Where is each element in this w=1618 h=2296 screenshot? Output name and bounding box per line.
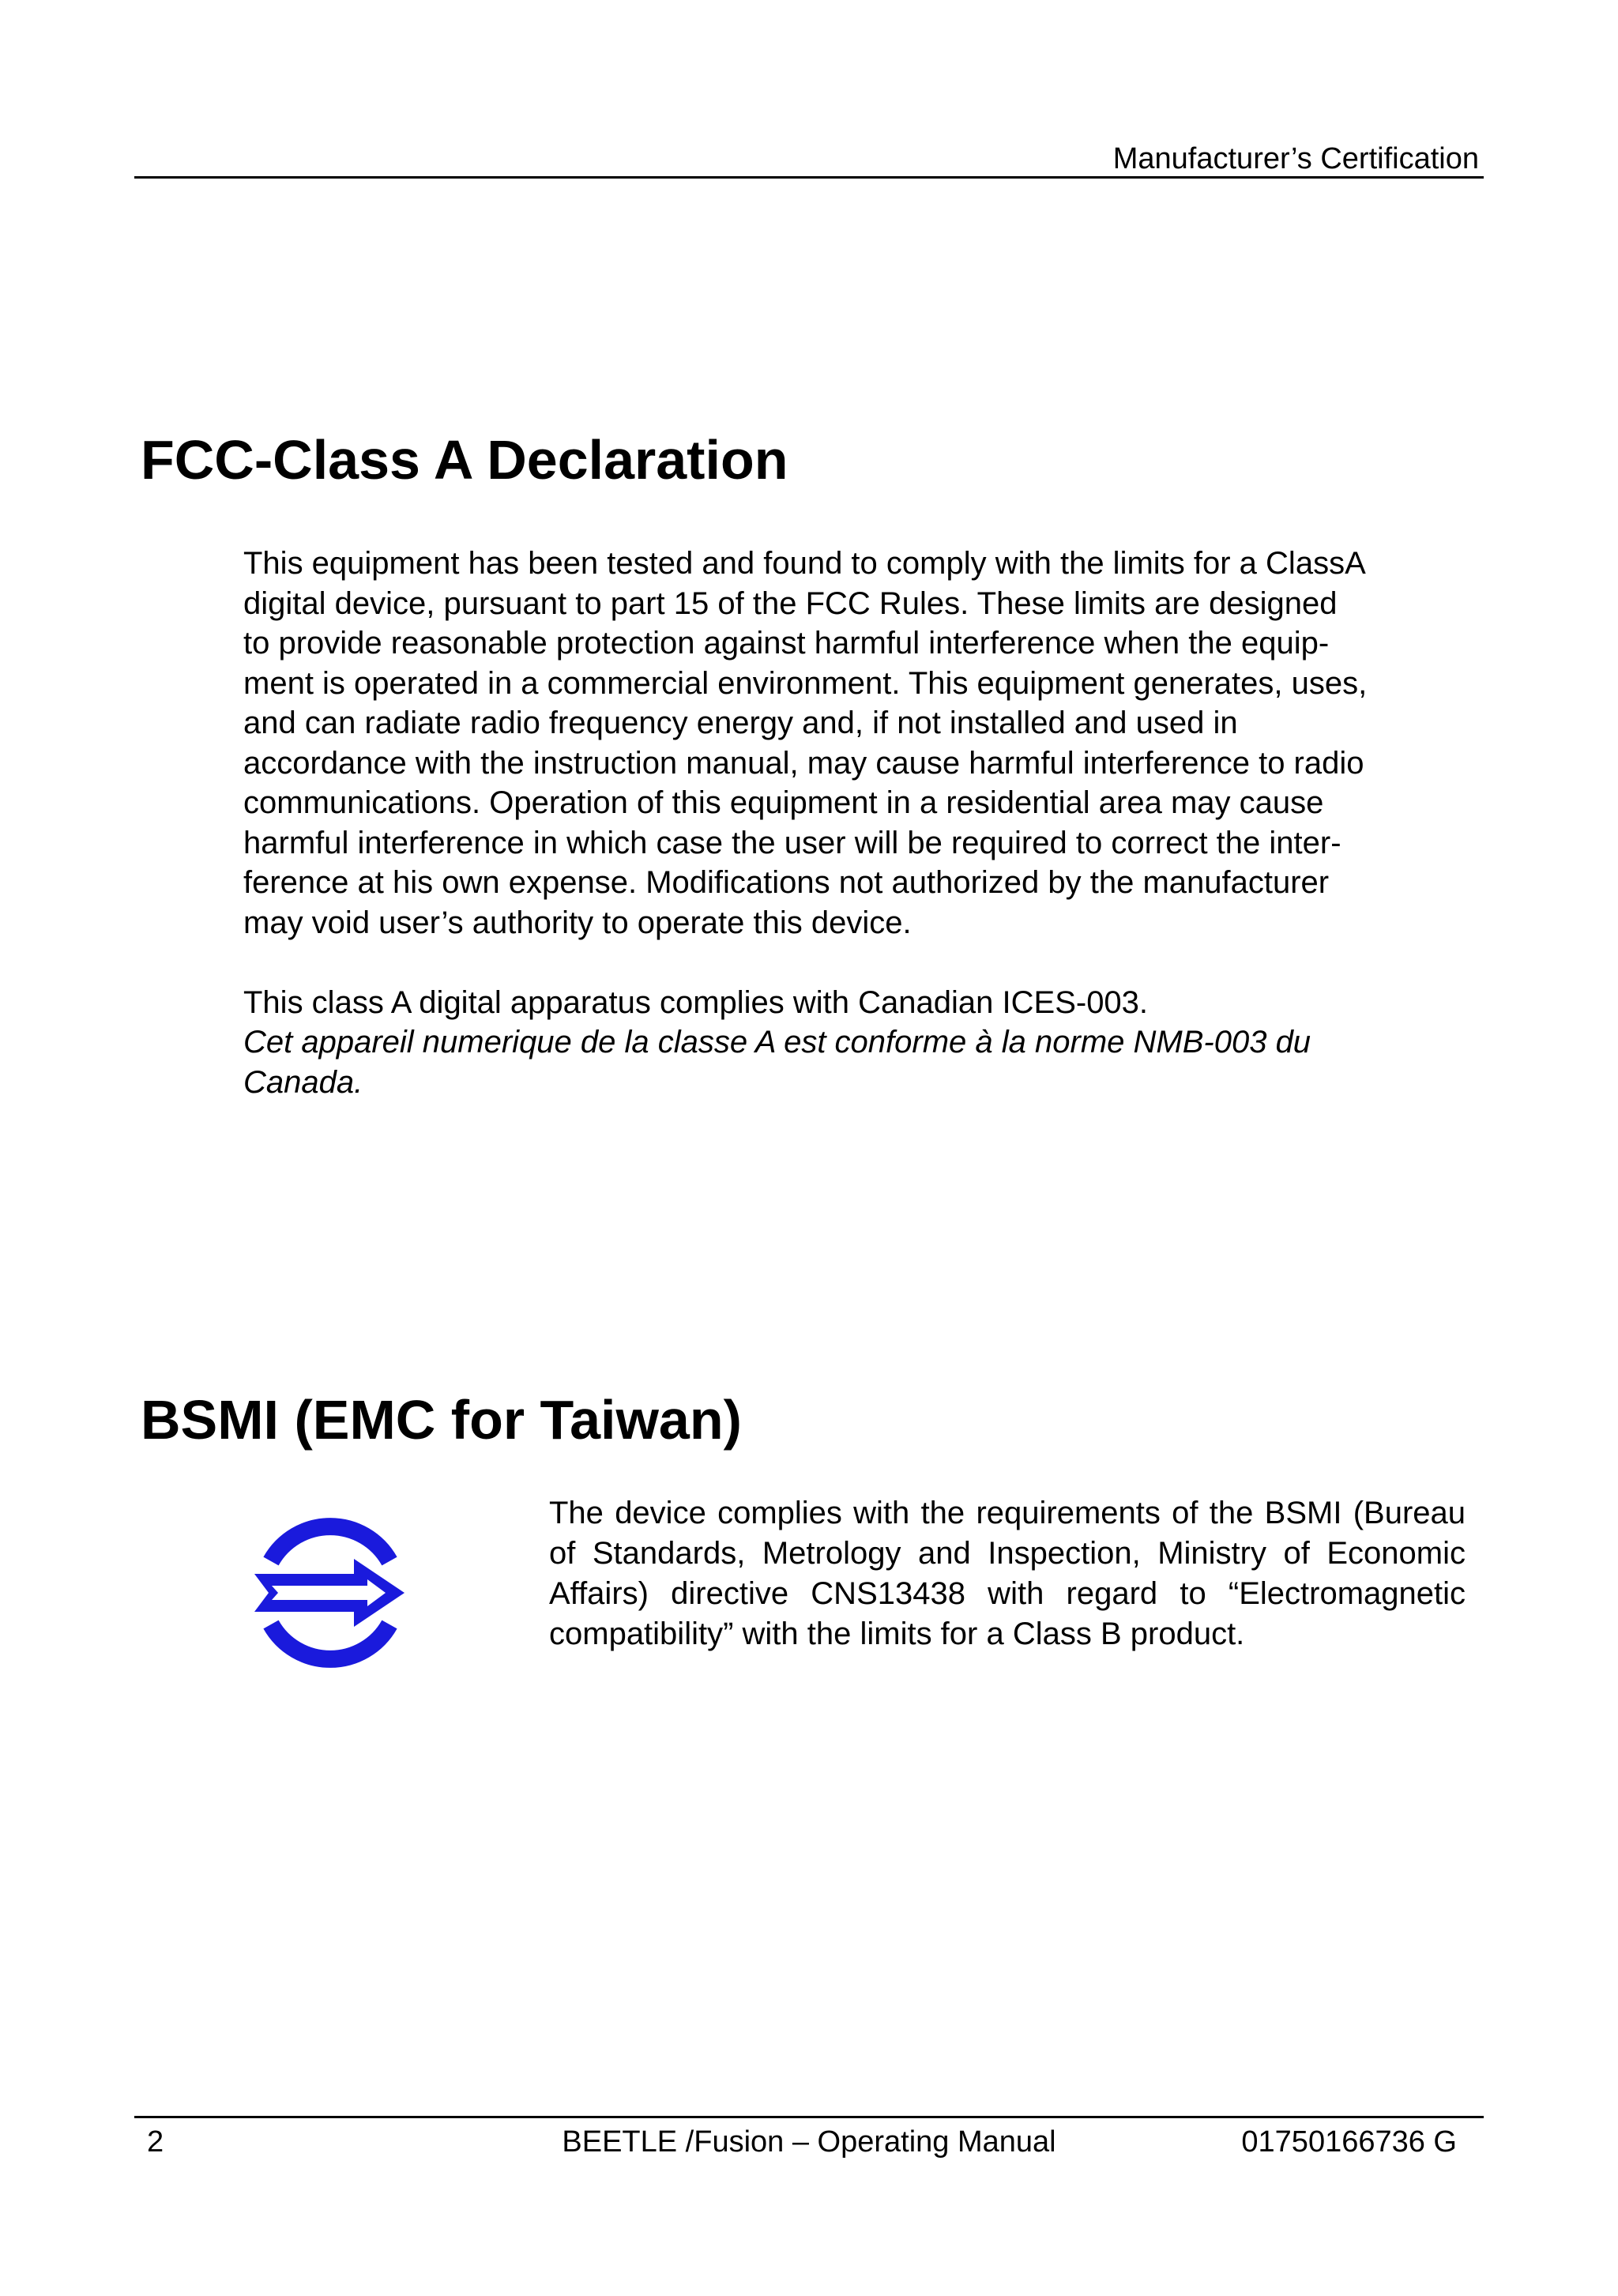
bsmi-logo-icon: [251, 1514, 409, 1672]
fcc-body-line: communications. Operation of this equipment in a residential area may cause: [243, 785, 1324, 820]
running-header: [134, 139, 1484, 179]
canada-statement: This class A digital apparatus complies with Canadian ICES-003.: [243, 984, 1149, 1020]
fcc-declaration-body: [243, 544, 1492, 1102]
bsmi-heading: BSMI (EMC for Taiwan): [141, 1389, 742, 1451]
fcc-body-line: accordance with the instruction manual, may cause harmful interference to radio: [243, 745, 1364, 781]
fcc-body-line: ment is operated in a commercial environment. This equipment generates, uses,: [243, 665, 1368, 701]
canada-french-line: Canada.: [243, 1064, 363, 1100]
manual-title: BEETLE /Fusion – Operating Manual: [562, 2125, 1056, 2159]
fcc-body-line: and can radiate radio frequency energy and, if not installed and used in: [243, 706, 1238, 740]
page-number: 2: [147, 2125, 164, 2159]
fcc-body-line: may void user’s authority to operate this device.: [243, 905, 912, 940]
canada-french-line: Cet appareil numerique de la classe A est conforme à la norme NMB-003 du: [243, 1025, 1311, 1060]
fcc-body-line: This equipment has been tested and found to comply with the limits for a ClassA: [243, 546, 1366, 581]
fcc-heading: FCC-Class A Declaration: [141, 429, 788, 491]
document-number: 01750166736 G: [1241, 2125, 1457, 2159]
fcc-body-line: digital device, pursuant to part 15 of the FCC Rules. These limits are designed: [243, 585, 1338, 621]
header-section-title: Manufacturer’s Certification: [1112, 142, 1479, 175]
running-footer: [134, 2116, 1484, 2162]
fcc-body-line: to provide reasonable protection against harmful interference when the equip-: [243, 626, 1330, 661]
fcc-body-line: ference at his own expense. Modifications not authorized by the manufacturer: [243, 865, 1330, 900]
fcc-body-line: harmful interference in which case the user will be required to correct the inter-: [243, 825, 1341, 860]
bsmi-compliance-text: The device complies with the requirements of the BSMI (Bureau of Standards, Metrology and Inspection, Ministry of Economic Affairs) directive CNS13438 with regard to “Electromagnetic compatibility” with the limits for a Class B product.: [549, 1496, 1466, 1651]
paragraph-gap: [243, 943, 1492, 983]
